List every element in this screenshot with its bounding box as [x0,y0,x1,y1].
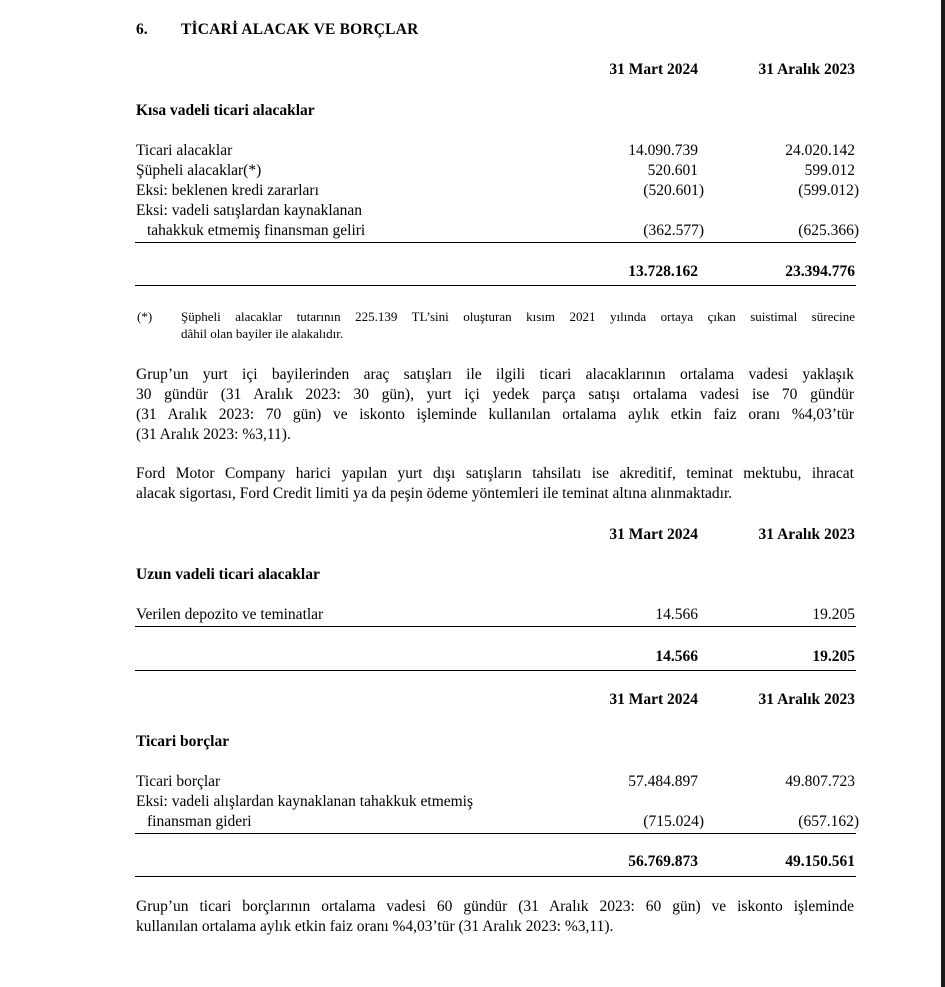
trade-payables-heading: Ticari borçlar [136,733,230,750]
subtotal-rule [135,626,856,627]
col-header-current: 31 Mart 2024 [609,526,698,543]
paragraph-receivables-terms [136,365,854,445]
row-label-line2: finansman gideri [147,813,252,830]
row-current: (362.577) [643,222,704,239]
col-header-prior: 31 Aralık 2023 [758,61,855,78]
col-header-prior: 31 Aralık 2023 [758,526,855,543]
row-label: Ticari borçlar [136,773,221,790]
paragraph-export-collections [136,464,854,504]
row-prior: (657.162) [798,813,859,830]
row-label: Ticari alacaklar [136,142,233,159]
total-current: 13.728.162 [628,263,698,280]
total-rule [135,876,856,877]
total-current: 14.566 [655,648,698,665]
col-header-current: 31 Mart 2024 [609,691,698,708]
paragraph-line: 30 gündür (31 Aralık 2023: 30 gün), yurt içi yedek parça satışı ortalama vadesi ise 70 gündür [136,386,854,403]
subtotal-rule [135,833,856,834]
row-current: 14.090.739 [628,142,698,159]
row-prior: (625.366) [798,222,859,239]
section-title: TİCARİ ALACAK VE BORÇLAR [181,21,419,38]
subtotal-rule [135,242,856,243]
total-prior: 19.205 [812,648,855,665]
total-prior: 23.394.776 [785,263,855,280]
total-rule [135,285,856,286]
section-number: 6. [136,21,148,38]
row-prior: 24.020.142 [785,142,855,159]
paragraph-payables-terms [136,897,854,937]
paragraph-line: Grup’un yurt içi bayilerinden araç satışları ile ilgili ticari alacaklarının ortalama vadesi yaklaşık [136,366,854,383]
paragraph-line: Ford Motor Company harici yapılan yurt dışı satışların tahsilatı ise akreditif, teminat mektubu, ihracat [136,465,854,482]
row-current: (520.601) [643,182,704,199]
row-current: 57.484.897 [628,773,698,790]
footnote-marker: (*) [137,309,153,324]
row-current: (715.024) [643,813,704,830]
paragraph-line: (31 Aralık 2023: %3,11). [136,426,291,443]
paragraph-line: (31 Aralık 2023: 70 gün) ve iskonto işleminde kullanılan ortalama aylık etkin faiz oranı %4,03’tür [136,406,854,423]
total-rule [135,670,856,671]
long-term-heading: Uzun vadeli ticari alacaklar [136,566,320,583]
row-prior: 49.807.723 [785,773,855,790]
total-prior: 49.150.561 [785,853,855,870]
row-prior: 19.205 [812,606,855,623]
row-label: Şüpheli alacaklar(*) [136,162,262,179]
row-current: 14.566 [655,606,698,623]
footnote-line2: dâhil olan bayiler ile alakalıdır. [181,326,344,341]
col-header-prior: 31 Aralık 2023 [758,691,855,708]
row-current: 520.601 [647,162,698,179]
row-label: Eksi: beklenen kredi zararları [136,182,319,199]
row-prior: 599.012 [804,162,855,179]
total-current: 56.769.873 [628,853,698,870]
short-term-heading: Kısa vadeli ticari alacaklar [136,102,315,119]
row-label-line2: tahakkuk etmemiş finansman geliri [147,222,366,239]
row-prior: (599.012) [798,182,859,199]
paragraph-line: alacak sigortası, Ford Credit limiti ya da peşin ödeme yöntemleri ile teminat altına alınmaktadır. [136,485,733,502]
row-label: Verilen depozito ve teminatlar [136,606,324,623]
col-header-current: 31 Mart 2024 [609,61,698,78]
row-label-line1: Eksi: vadeli alışlardan kaynaklanan tahakkuk etmemiş [136,793,474,810]
page-edge [941,0,945,987]
row-label-line1: Eksi: vadeli satışlardan kaynaklanan [136,202,362,219]
paragraph-line: kullanılan ortalama aylık etkin faiz oranı %4,03’tür (31 Aralık 2023: %3,11). [136,918,614,935]
paragraph-line: Grup’un ticari borçlarının ortalama vadesi 60 gündür (31 Aralık 2023: 60 gün) ve iskonto işleminde [136,898,854,915]
footnote-line1: Şüpheli alacaklar tutarının 225.139 TL’sini oluşturan kısım 2021 yılında ortaya çıkan suistimal sürecine [181,309,855,324]
